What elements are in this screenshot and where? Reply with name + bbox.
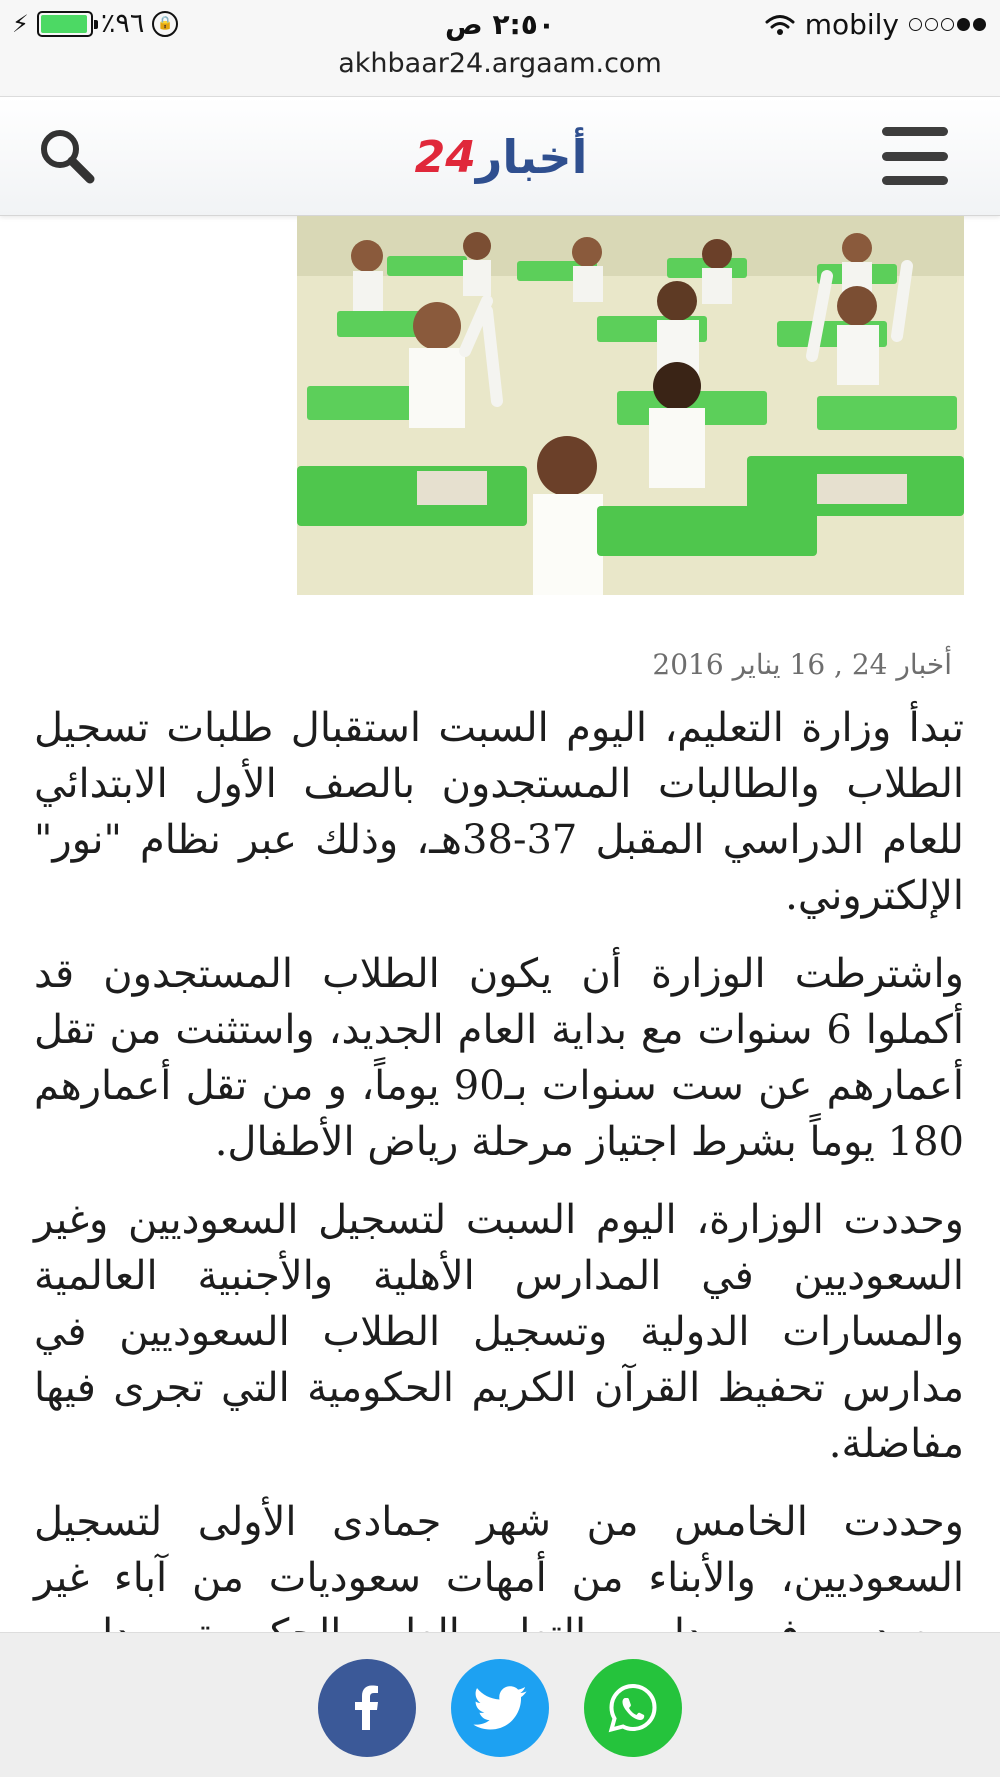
- facebook-icon: [337, 1678, 397, 1738]
- search-icon: [36, 125, 98, 187]
- signal-strength-icon: [909, 18, 986, 31]
- hamburger-icon-line: [882, 176, 948, 185]
- article-paragraph: وحددت الوزارة، اليوم السبت لتسجيل السعوديين وغير السعوديين في المدارس الأهلية والأجنبية العالمية والمسارات الدولية وتسجيل الطلاب السعوديين في مدارس تحفيظ القرآن الكريم الحكومية التي تجرى فيها مفاضلة.: [34, 1197, 964, 1467]
- hamburger-icon-line: [882, 127, 948, 136]
- status-left: [12, 8, 178, 39]
- menu-button[interactable]: [882, 127, 948, 185]
- carrier-name: mobily: [804, 8, 899, 41]
- status-time: ٢:٥٠ ص: [445, 8, 555, 41]
- article-body: [34, 700, 964, 1740]
- article-image: [297, 216, 964, 595]
- hamburger-icon-line: [882, 152, 948, 161]
- charging-icon: ⚡: [12, 9, 29, 38]
- status-right: [765, 8, 986, 41]
- battery-percent: ٪٩٦: [100, 8, 145, 39]
- site-logo[interactable]: [390, 125, 612, 189]
- twitter-share-button[interactable]: [451, 1659, 549, 1757]
- orientation-lock-icon: 🔒: [152, 11, 178, 37]
- status-bar: [0, 0, 1000, 96]
- site-header: [0, 96, 1000, 216]
- battery-level: [41, 15, 87, 33]
- article-paragraph: تبدأ وزارة التعليم، اليوم السبت استقبال طلبات تسجيل الطلاب والطالبات المستجدون بالصف الأول الابتدائي للعام الدراسي المقبل 37-38هـ، وذلك عبر نظام "نور" الإلكتروني.: [34, 705, 964, 919]
- whatsapp-icon: [603, 1678, 663, 1738]
- share-bar: [0, 1632, 1000, 1777]
- article-paragraph: وحددت الخامس من شهر جمادى الأولى لتسجيل السعوديين، والأبناء من أمهات سعوديات من آباء غير: [34, 1499, 964, 1601]
- twitter-icon: [471, 1679, 529, 1737]
- article-paragraph: واشترطت الوزارة أن يكون الطلاب المستجدون قد أكملوا 6 سنوات مع بداية العام الجديد، واستثنت من تقل أعمارهم عن ست سنوات بـ90 يوماً، و من تقل أعمارهم 180 يوماً بشرط اجتياز مرحلة رياض الأطفال.: [34, 951, 965, 1165]
- logo-number: 24: [414, 131, 476, 183]
- facebook-share-button[interactable]: [318, 1659, 416, 1757]
- address-bar[interactable]: akhbaar24.argaam.com: [338, 48, 662, 79]
- search-button[interactable]: [36, 125, 98, 187]
- logo-word: أخبار: [475, 130, 588, 184]
- article-meta: أخبار 24 , 16 يناير 2016: [652, 648, 952, 681]
- whatsapp-share-button[interactable]: [584, 1659, 682, 1757]
- wifi-icon: [765, 13, 795, 37]
- battery-icon: [37, 11, 93, 37]
- classroom-photo: [297, 216, 964, 595]
